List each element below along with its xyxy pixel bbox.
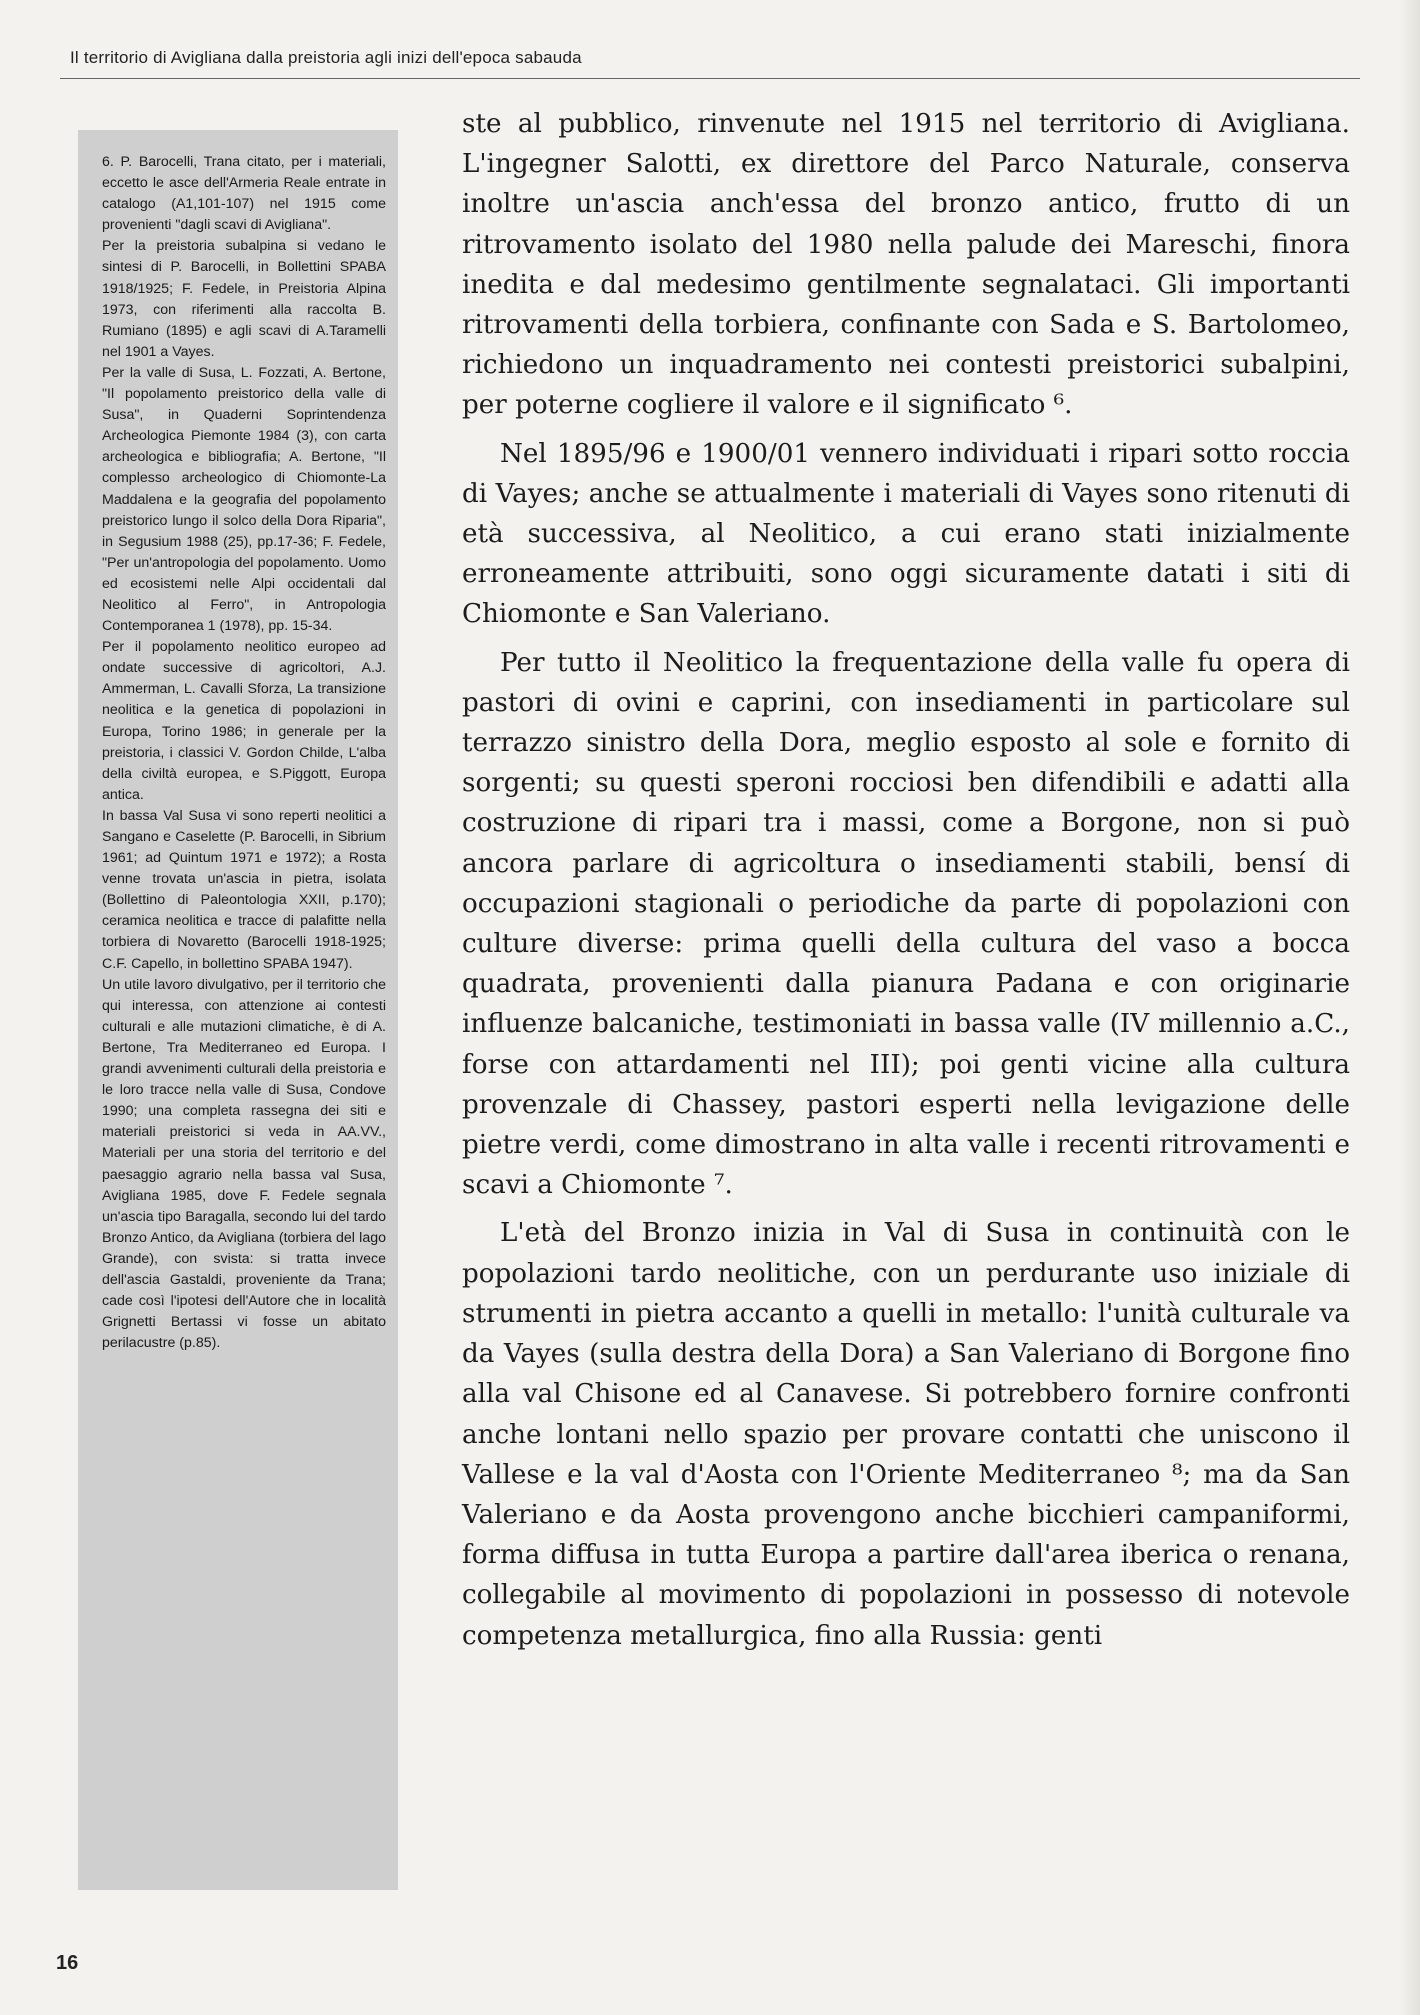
note-para: Per la preistoria subalpina si vedano le sintesi di P. Barocelli, in Bollettini SPABA 1918/1925; F. Fedele, in Preistoria Alpina 1973, con riferimenti alla raccolta B. Rumiano (1895) e agli scavi di A.Taramelli nel 1901 a Vayes. <box>102 238 386 360</box>
body-paragraph: L'età del Bronzo inizia in Val di Susa in continuità con le popolazioni tardo neolitiche, con un perdurante uso iniziale di strumenti in pietra accanto a quelli in metallo: l'unità culturale va da Vayes (sulla destra della Dora) a San Valeriano di Borgone fino alla val Chisone ed al Canavese. Si potrebbero fornire confronti anche lontani nello spazio per provare contatti che uniscono il Vallese e la val d'Aosta con l'Oriente Mediterraneo ⁸; ma da San Valeriano e da Aosta provengono anche bicchieri campaniformi, forma diffusa in tutta Europa a partire dall'area iberica o renana, collegabile al movimento di popolazioni in possesso di notevole competenza metallurgica, fino alla Russia: genti <box>462 1218 1350 1651</box>
header-rule <box>60 78 1360 79</box>
note-para: Per la valle di Susa, L. Fozzati, A. Bertone, "Il popolamento preistorico della valle di Susa", in Quaderni Soprintendenza Archeologica Piemonte 1984 (3), con carta archeologica e bibliografia; A. Bertone, "Il complesso archeologico di Chiomonte-La Maddalena e la geografia del popolamento preistorico lungo il solco della Dora Riparia", in Segusium 1988 (25), pp.17-36; F. Fedele, "Per un'antropologia del popolamento. Uomo ed ecosistemi nelle Alpi occidentali dal Neolitico al Ferro", in Antropologia Contemporanea 1 (1978), pp. 15-34. <box>102 364 386 635</box>
body-paragraph: Per tutto il Neolitico la frequentazione della valle fu opera di pastori di ovini e caprini, con insediamenti in particolare sul terrazzo sinistro della Dora, meglio esposto al sole e fornito di sorgenti; su questi speroni rocciosi ben difendibili e adatti alla costruzione di ripari tra i massi, come a Borgone, non si può ancora parlare di agricoltura o insediamenti stabili, bensí di occupazioni stagionali o periodiche da parte di popolazioni con culture diverse: prima quelli della cultura del vaso a bocca quadrata, provenienti dalla pianura Padana e con originarie influenze balcaniche, testimoniati in bassa valle (IV millennio a.C., forse con attardamenti nel III); poi genti vicine alla cultura provenzale di Chassey, pastori esperti nella levigazione delle pietre verdi, come dimostrano in alta valle i recenti ritrovamenti e scavi a Chiomonte ⁷. <box>462 647 1350 1201</box>
main-column <box>462 104 1350 1664</box>
page-edge-shadow <box>1400 0 1420 2015</box>
note-number: 6. <box>102 154 114 170</box>
note-para-text: P. Barocelli, Trana citato, per i materiali, eccetto le asce dell'Armeria Reale entrate in catalogo (A1,101-107) nel 1915 come provenienti "dagli scavi di Avigliana". <box>102 154 386 234</box>
body-paragraph: Nel 1895/96 e 1900/01 vennero individuati i ripari sotto roccia di Vayes; anche se attualmente i materiali di Vayes sono ritenuti di età successiva, al Neolitico, a cui erano stati inizialmente erroneamente attribuiti, sono oggi sicuramente datati i siti di Chiomonte e San Valeriano. <box>462 438 1350 630</box>
running-header: Il territorio di Avigliana dalla preistoria agli inizi dell'epoca sabauda <box>70 48 582 67</box>
footnote-sidebar <box>78 130 398 1890</box>
page-number: 16 <box>56 1952 79 1974</box>
note-para: Un utile lavoro divulgativo, per il territorio che qui interessa, con attenzione ai contesti culturali e alle mutazioni climatiche, è di A. Bertone, Tra Mediterraneo ed Europa. I grandi avvenimenti culturali della preistoria e le loro tracce nella valle di Susa, Condove 1990; una completa rassegna dei siti e materiali preistorici si veda in AA.VV., Materiali per una storia del territorio e del paesaggio agrario nella bassa val Susa, Avigliana 1985, dove F. Fedele segnala un'ascia tipo Baragalla, secondo lui del tardo Bronzo Antico, da Avigliana (torbiera del lago Grande), con svista: si tratta invece dell'ascia Gastaldi, proveniente da Trana; cade così l'ipotesi dell'Autore che in località Grignetti Bertassi vi fosse un abitato perilacustre (p.85). <box>102 976 386 1352</box>
body-paragraph: ste al pubblico, rinvenute nel 1915 nel territorio di Avigliana. L'ingegner Salotti, ex direttore del Parco Naturale, conserva inoltre un'ascia anch'essa del bronzo antico, frutto di un ritrovamento isolato del 1980 nella palude dei Mareschi, finora inedita e dal medesimo gentilmente segnalataci. Gli importanti ritrovamenti della torbiera, confinante con Sada e S. Bartolomeo, richiedono un inquadramento nei contesti preistorici subalpini, per poterne cogliere il valore e il significato ⁶. <box>462 109 1350 421</box>
note-para <box>102 152 386 236</box>
note-para: In bassa Val Susa vi sono reperti neolitici a Sangano e Caselette (P. Barocelli, in Sibrium 1961; ad Quintum 1971 e 1972); a Rosta venne trovata un'ascia in pietra, isolata (Bollettino di Paleontologia XXII, p.170); ceramica neolitica e tracce di palafitte nella torbiera di Novaretto (Barocelli 1918-1925; C.F. Capello, in bollettino SPABA 1947). <box>102 807 386 972</box>
body-text <box>462 104 1350 1656</box>
note-para: Per il popolamento neolitico europeo ad ondate successive di agricoltori, A.J. Ammerman, L. Cavalli Sforza, La transizione neolitica e la genetica di popolazioni in Europa, Torino 1986; in generale per la preistoria, i classici V. Gordon Childe, L'alba della civiltà europea, e S.Piggott, Europa antica. <box>102 639 386 803</box>
footnote-text <box>102 152 386 1354</box>
